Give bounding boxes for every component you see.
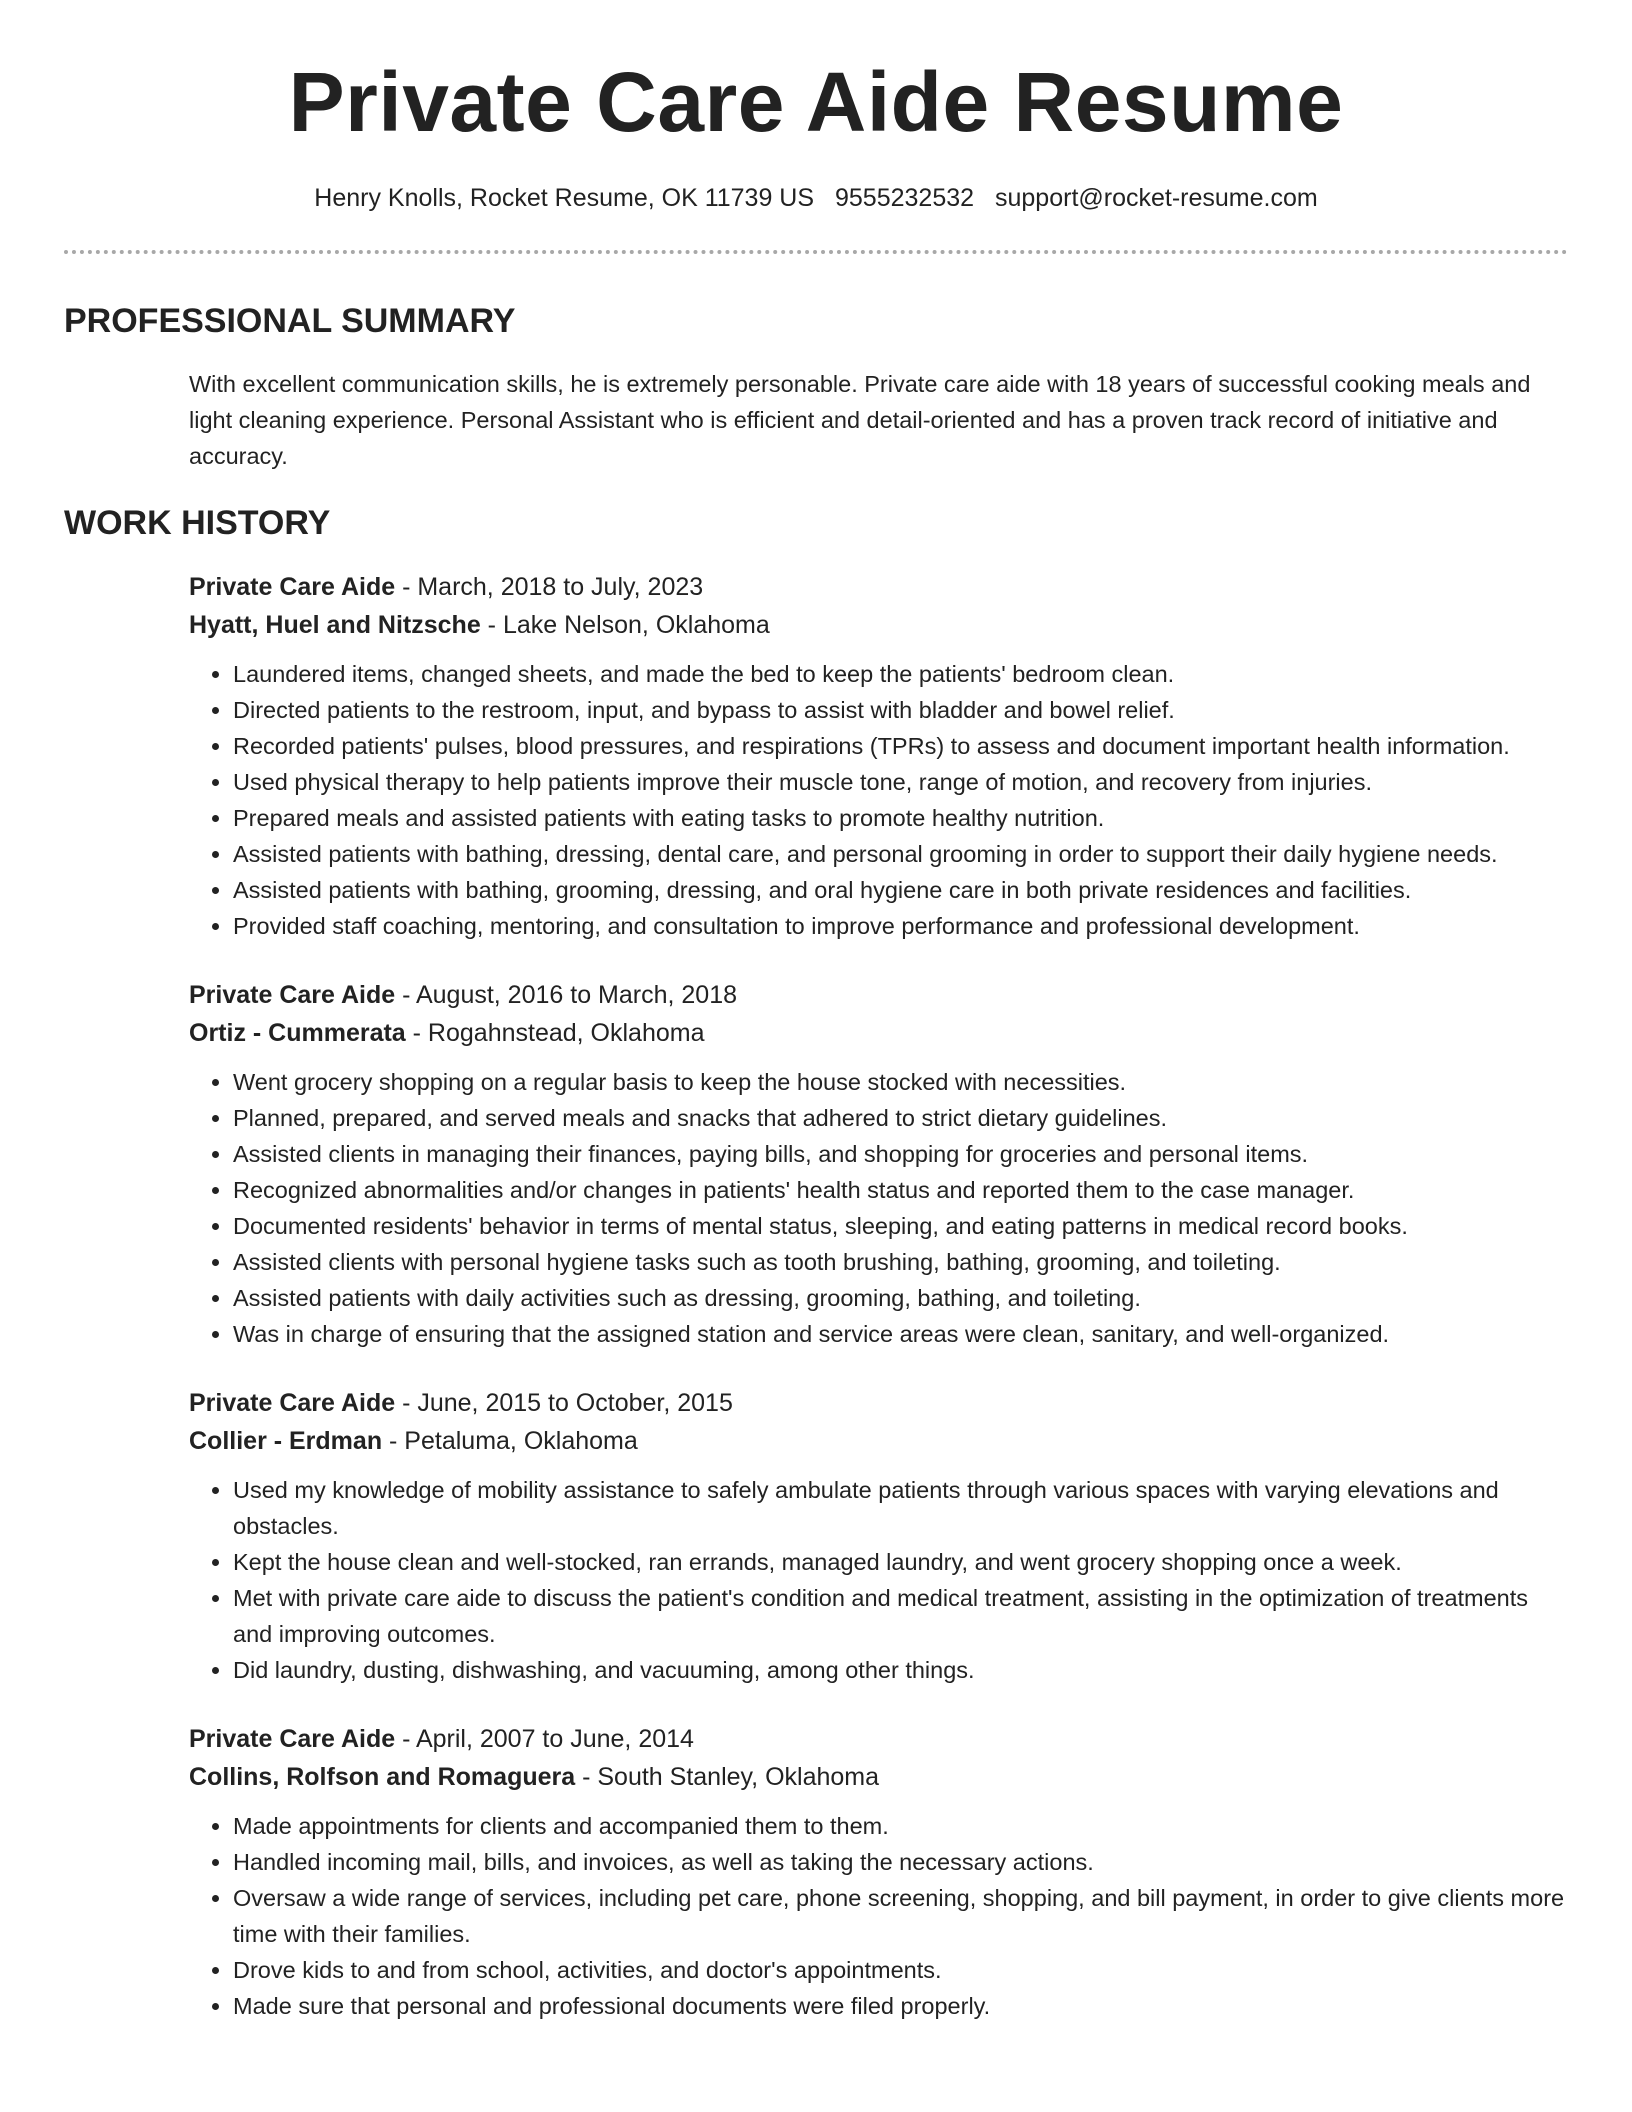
job-dates: - June, 2015 to October, 2015 <box>395 1389 733 1417</box>
bullet-item: • Planned, prepared, and served meals and snacks that adhered to strict dietary guidelines. <box>233 1100 1569 1136</box>
job-title-line <box>189 1384 1569 1422</box>
bullet-item: • Assisted clients with personal hygiene tasks such as tooth brushing, bathing, grooming, and toileting. <box>233 1244 1569 1280</box>
bullet-item: • Made sure that personal and professional documents were filed properly. <box>233 1988 1569 2024</box>
bullet-item: • Assisted patients with bathing, grooming, dressing, and oral hygiene care in both private residences and facilities. <box>233 872 1569 908</box>
summary-text: With excellent communication skills, he is extremely personable. Private care aide with 18 years of successful cooking meals and light cleaning experience. Personal Assistant who is efficient and detail-oriented and has a proven track record of initiative and accuracy. <box>189 371 1531 469</box>
bullet-item: • Prepared meals and assisted patients with eating tasks to promote healthy nutrition. <box>233 800 1569 836</box>
job-title: Private Care Aide <box>189 1389 396 1417</box>
job-bullets <box>189 1472 1569 1688</box>
bullet-item: • Documented residents' behavior in terms of mental status, sleeping, and eating patterns in medical record books. <box>233 1208 1569 1244</box>
bullet-item: • Assisted patients with daily activities such as dressing, grooming, bathing, and toileting. <box>233 1280 1569 1316</box>
job-title-line <box>189 568 1569 606</box>
job-company: Collins, Rolfson and Romaguera <box>189 1763 576 1791</box>
bullet-item: • Assisted patients with bathing, dressing, dental care, and personal grooming in order to support their daily hygiene needs. <box>233 836 1569 872</box>
work-history-list <box>189 568 1569 2056</box>
bullet-item: • Handled incoming mail, bills, and invoices, as well as taking the necessary actions. <box>233 1844 1569 1880</box>
job-location: - South Stanley, Oklahoma <box>575 1763 880 1791</box>
job-bullets <box>189 1064 1569 1352</box>
bullet-item: • Laundered items, changed sheets, and made the bed to keep the patients' bedroom clean. <box>233 656 1569 692</box>
job-entry <box>189 976 1569 1352</box>
bullet-item: • Used physical therapy to help patients improve their muscle tone, range of motion, and recovery from injuries. <box>233 764 1569 800</box>
job-entry <box>189 1720 1569 2024</box>
job-dates: - March, 2018 to July, 2023 <box>395 573 704 601</box>
bullet-item: • Kept the house clean and well-stocked, ran errands, managed laundry, and went grocery shopping once a week. <box>233 1544 1569 1580</box>
job-title: Private Care Aide <box>189 981 396 1009</box>
contact-line <box>0 180 1632 216</box>
bullet-item: • Provided staff coaching, mentoring, and consultation to improve performance and professional development. <box>233 908 1569 944</box>
job-location: - Petaluma, Oklahoma <box>382 1427 638 1455</box>
job-title-line <box>189 1720 1569 1758</box>
job-company: Hyatt, Huel and Nitzsche <box>189 611 481 639</box>
bullet-item: • Oversaw a wide range of services, including pet care, phone screening, shopping, and bill payment, in order to give clients more time with their families. <box>233 1880 1569 1952</box>
job-bullets <box>189 656 1569 944</box>
bullet-item: • Assisted clients in managing their finances, paying bills, and shopping for groceries and personal items. <box>233 1136 1569 1172</box>
job-location: - Lake Nelson, Oklahoma <box>480 611 770 639</box>
contact-address: Henry Knolls, Rocket Resume, OK 11739 US <box>314 184 815 212</box>
bullet-item: • Went grocery shopping on a regular basis to keep the house stocked with necessities. <box>233 1064 1569 1100</box>
job-title-line <box>189 976 1569 1014</box>
job-company-line <box>189 1014 1569 1052</box>
bullet-item: • Recognized abnormalities and/or changes in patients' health status and reported them to the case manager. <box>233 1172 1569 1208</box>
bullet-item: • Directed patients to the restroom, input, and bypass to assist with bladder and bowel relief. <box>233 692 1569 728</box>
bullet-item: • Used my knowledge of mobility assistance to safely ambulate patients through various spaces with varying elevations and obstacles. <box>233 1472 1569 1544</box>
bullet-item: • Recorded patients' pulses, blood pressures, and respirations (TPRs) to assess and document important health information. <box>233 728 1569 764</box>
job-title: Private Care Aide <box>189 573 396 601</box>
job-entry <box>189 568 1569 944</box>
job-dates: - August, 2016 to March, 2018 <box>395 981 738 1009</box>
bullet-item: • Did laundry, dusting, dishwashing, and vacuuming, among other things. <box>233 1652 1569 1688</box>
section-heading-summary: PROFESSIONAL SUMMARY <box>64 302 516 340</box>
job-company-line <box>189 606 1569 644</box>
contact-phone: 9555232532 <box>835 184 975 212</box>
job-company-line <box>189 1422 1569 1460</box>
job-entry <box>189 1384 1569 1688</box>
job-title: Private Care Aide <box>189 1725 396 1753</box>
page-title: Private Care Aide Resume <box>288 55 1344 149</box>
bullet-item: • Was in charge of ensuring that the assigned station and service areas were clean, sanitary, and well-organized. <box>233 1316 1569 1352</box>
job-company: Ortiz - Cummerata <box>189 1019 406 1047</box>
job-dates: - April, 2007 to June, 2014 <box>395 1725 694 1753</box>
job-company-line <box>189 1758 1569 1796</box>
contact-email: support@rocket-resume.com <box>995 184 1318 212</box>
job-bullets <box>189 1808 1569 2024</box>
job-company: Collier - Erdman <box>189 1427 383 1455</box>
job-location: - Rogahnstead, Oklahoma <box>405 1019 705 1047</box>
bullet-item: • Drove kids to and from school, activities, and doctor's appointments. <box>233 1952 1569 1988</box>
bullet-item: • Made appointments for clients and accompanied them to them. <box>233 1808 1569 1844</box>
bullet-item: • Met with private care aide to discuss the patient's condition and medical treatment, assisting in the optimization of treatments and improving outcomes. <box>233 1580 1569 1652</box>
section-heading-work-history: WORK HISTORY <box>64 504 331 542</box>
header-divider <box>64 250 1568 254</box>
